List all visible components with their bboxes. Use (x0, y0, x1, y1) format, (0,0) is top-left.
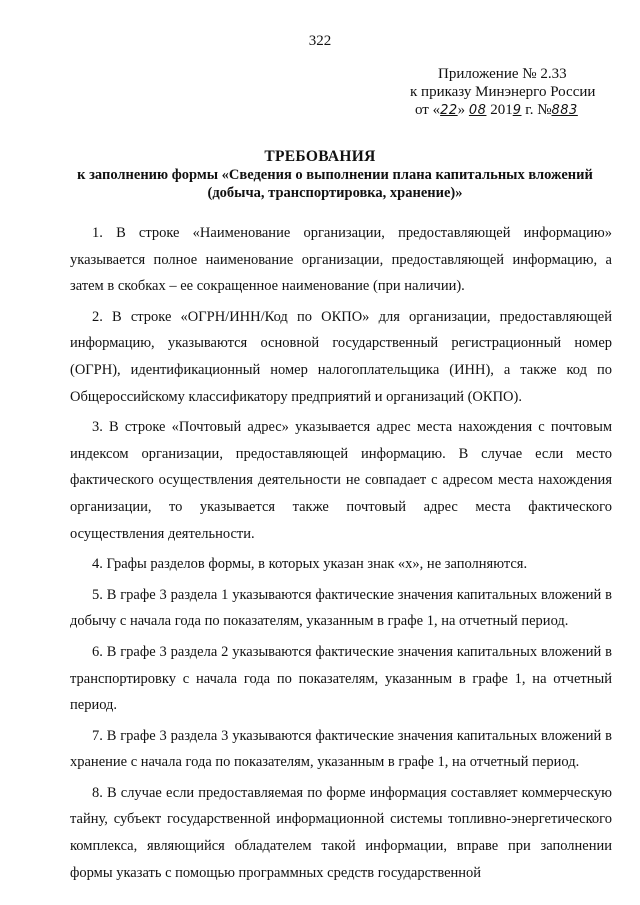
appendix-number: Приложение № 2.33 (438, 66, 567, 82)
date-sep1: » (457, 102, 469, 118)
paragraph-2: 2. В строке «ОГРН/ИНН/Код по ОКПО» для организации, предоставляющей информацию, указываются основной государственный регистрационный номер (ОГРН), идентификационный номер налогоплательщика (ИНН), а также код по Общероссийскому классификатору предприятий и организаций (ОКПО). (70, 308, 612, 405)
paragraph-6: 6. В графе 3 раздела 2 указываются фактические значения капитальных вложений в транспортировку с начала года по показателям, указанным в графе 1, на отчетный период. (70, 643, 612, 714)
paragraph-1: 1. В строке «Наименование организации, предоставляющей информацию» указывается полное наименование организации, предоставляющей информацию, а затем в скобках – ее сокращенное наименование (при наличии). (70, 225, 612, 295)
appendix-header (400, 65, 620, 120)
date-sep2: 201 (486, 102, 513, 118)
paragraph-3: 3. В строке «Почтовый адрес» указывается адрес места нахождения с почтовым индексом организации, предоставляющей информацию. В случае если место фактического осуществления деятельности не совпадает с адресом места нахождения организации, то указывается также почтовый адрес места фактического осуществления деятельности. (70, 419, 612, 542)
date-prefix: от « (415, 102, 441, 118)
appendix-order-date (400, 101, 620, 120)
date-day-handwritten: 22 (440, 103, 458, 118)
paragraph-8: 8. В случае если предоставляемая по форме информация составляет коммерческую тайну, субъект государственной информационной системы топливно-энергетического комплекса, являющийся обладателем такой информации, вправе при заполнении формы указать с помощью программных средств государственной (70, 784, 612, 881)
document-subtitle: к заполнению формы «Сведения о выполнении плана капитальных вложений (добыча, транспортировка, хранение)» (77, 167, 593, 201)
document-body (70, 220, 612, 886)
page-number: 322 (308, 33, 332, 49)
date-year-handwritten: 9 (512, 103, 522, 118)
appendix-order-reference: к приказу Минэнерго России (410, 84, 596, 100)
date-month-handwritten: 08 (468, 103, 487, 118)
paragraph-5: 5. В графе 3 раздела 1 указываются фактические значения капитальных вложений в добычу с начала года по показателям, указанным в графе 1, на отчетный период. (70, 586, 612, 630)
document-title: ТРЕБОВАНИЯ (264, 148, 376, 165)
date-sep3: г. № (521, 102, 552, 118)
order-number-handwritten: 883 (551, 103, 578, 118)
paragraph-7: 7. В графе 3 раздела 3 указываются фактические значения капитальных вложений в хранение с начала года по показателям, указанным в графе 1, на отчетный период. (70, 727, 612, 771)
paragraph-4: 4. Графы разделов формы, в которых указан знак «х», не заполняются. (92, 556, 528, 573)
